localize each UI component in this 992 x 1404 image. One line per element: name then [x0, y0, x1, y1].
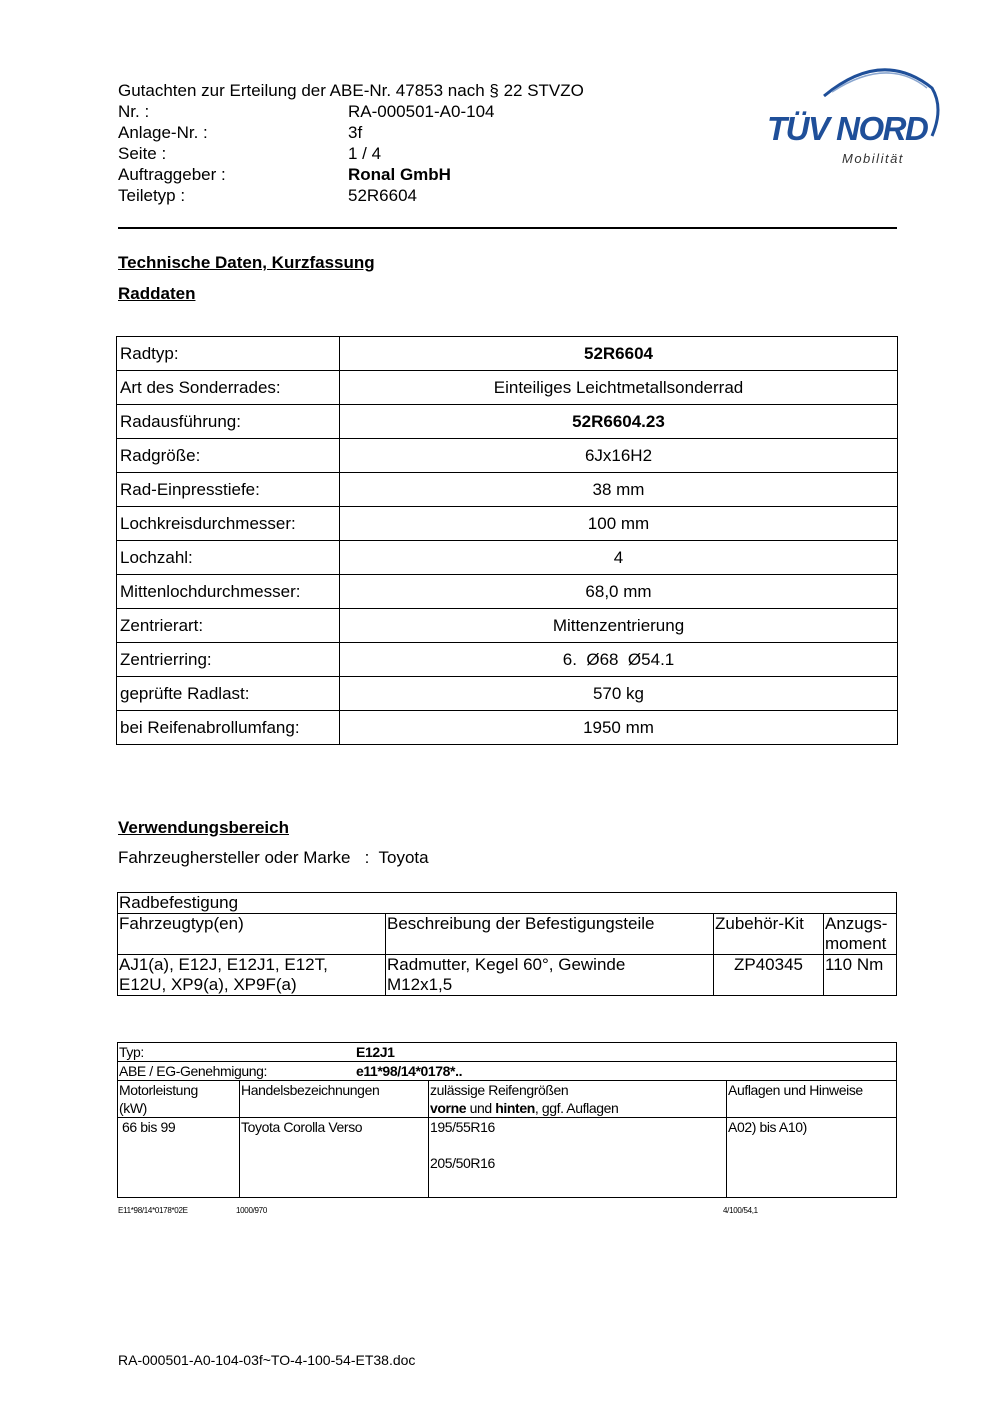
tuev-nord-logo — [762, 58, 942, 173]
raddaten-table — [116, 336, 898, 745]
header-value: 52R6604 — [348, 186, 418, 205]
abe-value: e11*98/14*0178*.. — [356, 1063, 463, 1079]
spec-value: 52R6604 — [340, 337, 898, 371]
spec-value: 570 kg — [340, 677, 898, 711]
table-row — [118, 893, 897, 914]
cell-beschreibung — [386, 955, 714, 996]
table-row — [117, 371, 898, 405]
radbefestigung-title: Radbefestigung — [118, 893, 897, 914]
table-row — [117, 711, 898, 745]
spec-key: Art des Sonderrades: — [117, 371, 340, 405]
hersteller-separator: : — [364, 848, 370, 867]
header-row-teiletyp — [118, 185, 584, 206]
spec-value: 100 mm — [340, 507, 898, 541]
spec-value: Mittenzentrierung — [340, 609, 898, 643]
cell-reifengroessen — [429, 1118, 727, 1198]
header-vorne: vorne — [430, 1100, 467, 1116]
spec-key: Lochkreisdurchmesser: — [117, 507, 340, 541]
header-label: Nr. : — [118, 102, 150, 121]
spec-key: Mittenlochdurchmesser: — [117, 575, 340, 609]
header-value: 1 / 4 — [348, 144, 382, 163]
header-line: Anzugs- — [825, 914, 888, 933]
table-row — [118, 1043, 897, 1062]
tire-size: 195/55R16 — [430, 1119, 495, 1135]
cell-auflagen: A02) bis A10) — [727, 1118, 897, 1198]
column-header-anzugsmoment — [824, 914, 897, 955]
spec-key: Radtyp: — [117, 337, 340, 371]
column-header-auflagen: Auflagen und Hinweise — [727, 1081, 897, 1118]
table-row — [117, 337, 898, 371]
header-rest: , ggf. Auflagen — [534, 1100, 619, 1116]
typ-value: E12J1 — [356, 1044, 395, 1060]
cell-fahrzeugtypen — [118, 955, 386, 996]
typ-table — [117, 1042, 897, 1198]
section-title-technische-daten: Technische Daten, Kurzfassung — [118, 253, 375, 272]
table-header-row — [118, 1081, 897, 1118]
abe-row — [118, 1062, 897, 1081]
fahrzeughersteller-line — [118, 848, 429, 868]
footer-filename: RA-000501-A0-104-03f~TO-4-100-54-ET38.doc — [118, 1352, 416, 1368]
table-row — [117, 677, 898, 711]
spec-key: bei Reifenabrollumfang: — [117, 711, 340, 745]
column-header: Beschreibung der Befestigungsteile — [386, 914, 714, 955]
cell-line: E12U, XP9(a), XP9F(a) — [119, 975, 297, 994]
spec-key: Radgröße: — [117, 439, 340, 473]
hersteller-label: Fahrzeughersteller oder Marke — [118, 848, 351, 867]
table-row — [117, 541, 898, 575]
spec-key: Radausführung: — [117, 405, 340, 439]
header-line: zulässige Reifengrößen — [430, 1082, 569, 1098]
radbefestigung-table — [117, 892, 897, 996]
table-row — [118, 1118, 897, 1198]
header-label: Auftraggeber : — [118, 165, 226, 184]
header-row-nr — [118, 101, 584, 122]
table-row — [117, 507, 898, 541]
report-header — [118, 80, 584, 206]
note-approval: E11*98/14*0178*02E — [118, 1206, 188, 1215]
header-divider — [118, 227, 897, 229]
table-row — [117, 643, 898, 677]
table-row — [117, 405, 898, 439]
spec-value: 1950 mm — [340, 711, 898, 745]
spec-value: 4 — [340, 541, 898, 575]
header-value: RA-000501-A0-104 — [348, 102, 495, 121]
cell-anzugsmoment: 110 Nm — [824, 955, 897, 996]
typ-row — [118, 1043, 897, 1062]
column-header: Fahrzeugtyp(en) — [118, 914, 386, 955]
header-row-auftraggeber — [118, 164, 584, 185]
logo-subtitle: Mobilität — [842, 151, 904, 166]
spec-value: 52R6604.23 — [340, 405, 898, 439]
cell-line: AJ1(a), E12J, E12J1, E12T, — [119, 955, 328, 974]
table-row — [117, 575, 898, 609]
header-line: (kW) — [119, 1100, 147, 1116]
header-value: 3f — [348, 123, 363, 142]
section-title-verwendungsbereich: Verwendungsbereich — [118, 818, 289, 837]
header-label: Anlage-Nr. : — [118, 123, 208, 142]
spec-key: Rad-Einpresstiefe: — [117, 473, 340, 507]
spec-value: 6Jx16H2 — [340, 439, 898, 473]
column-header: Zubehör-Kit — [714, 914, 824, 955]
table-row — [117, 439, 898, 473]
header-hinten: hinten — [495, 1100, 535, 1116]
table-row — [117, 609, 898, 643]
note-bolt-pattern: 4/100/54,1 — [723, 1206, 758, 1215]
note-load: 1000/970 — [236, 1206, 267, 1215]
header-label: Teiletyp : — [118, 186, 186, 205]
hersteller-value: Toyota — [378, 848, 429, 867]
table-row — [117, 473, 898, 507]
spec-value: Einteiliges Leichtmetallsonderrad — [340, 371, 898, 405]
abe-label: ABE / EG-Genehmigung: — [119, 1063, 268, 1079]
spec-value: 38 mm — [340, 473, 898, 507]
report-title: Gutachten zur Erteilung der ABE-Nr. 47853 nach § 22 STVZO — [118, 81, 584, 100]
spec-value: 68,0 mm — [340, 575, 898, 609]
column-header-motorleistung — [118, 1081, 240, 1118]
cell-motorleistung: 66 bis 99 — [118, 1118, 240, 1198]
table-header-row — [118, 914, 897, 955]
header-und: und — [466, 1100, 496, 1116]
cell-line: Radmutter, Kegel 60°, Gewinde — [387, 955, 626, 974]
header-value: Ronal GmbH — [348, 165, 451, 184]
column-header-handelsbezeichnungen: Handelsbezeichnungen — [240, 1081, 429, 1118]
header-line: Motorleistung — [119, 1082, 198, 1098]
header-row-anlage — [118, 122, 584, 143]
cell-handelsbezeichnung: Toyota Corolla Verso — [240, 1118, 429, 1198]
cell-line: M12x1,5 — [387, 975, 453, 994]
section-title-raddaten: Raddaten — [118, 284, 196, 303]
tire-size: 205/50R16 — [430, 1155, 495, 1171]
spec-value: 6. Ø68 Ø54.1 — [340, 643, 898, 677]
header-line: moment — [825, 934, 887, 953]
table-row — [118, 955, 897, 996]
spec-key: geprüfte Radlast: — [117, 677, 340, 711]
typ-label: Typ: — [119, 1044, 144, 1060]
spec-key: Zentrierart: — [117, 609, 340, 643]
column-header-reifengroessen — [429, 1081, 727, 1118]
logo-wordmark: TÜV NORD — [767, 110, 928, 147]
spec-key: Zentrierring: — [117, 643, 340, 677]
spec-key: Lochzahl: — [117, 541, 340, 575]
header-row-seite — [118, 143, 584, 164]
table-row — [118, 1062, 897, 1081]
header-label: Seite : — [118, 144, 167, 163]
cell-zubehoer-kit: ZP40345 — [714, 955, 824, 996]
